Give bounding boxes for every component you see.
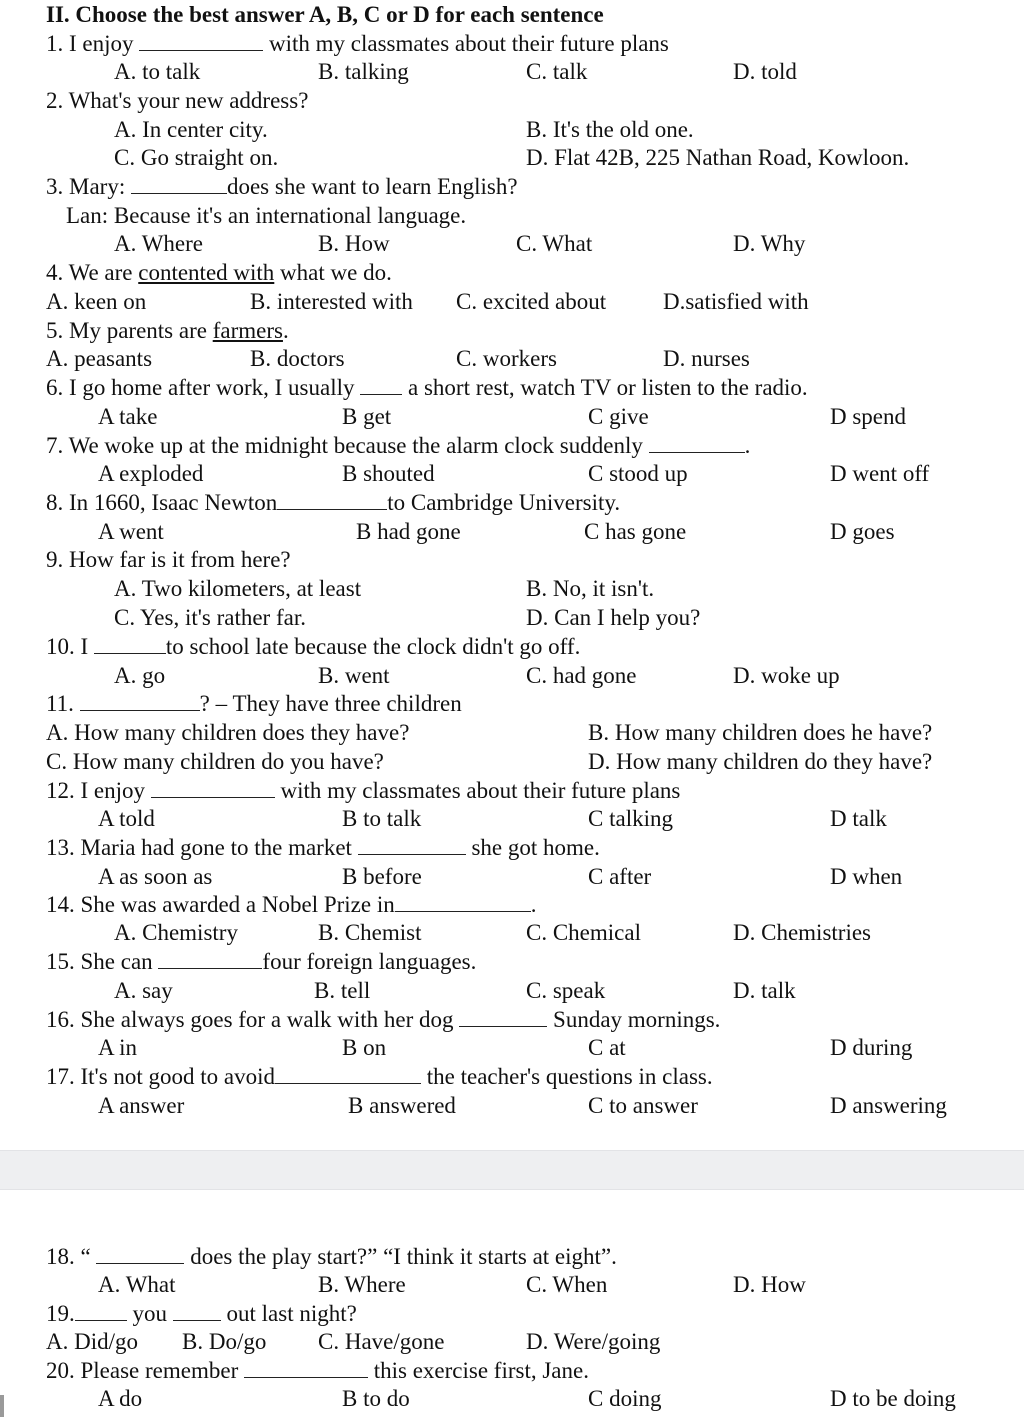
answer-blank [158, 950, 262, 969]
question-4-stem: 4. We are [46, 260, 133, 285]
question-3 [46, 173, 518, 201]
question-10 [46, 633, 580, 661]
q1-option-b: B. talking [318, 59, 409, 84]
answer-blank [395, 893, 531, 912]
q20-option-b: B to do [342, 1386, 410, 1411]
question-17-stem: 17. It's not good to avoid [46, 1064, 276, 1089]
answer-blank [75, 1302, 127, 1321]
underlined-phrase: farmers [212, 318, 283, 343]
question-11 [46, 690, 462, 718]
question-17-rest: the teacher's questions in class. [426, 1064, 713, 1089]
question-12-rest: with my classmates about their future plans [280, 778, 681, 803]
q4-option-a: A. keen on [46, 289, 147, 314]
q2-option-b: B. It's the old one. [526, 117, 694, 142]
q14-option-b: B. Chemist [318, 920, 422, 945]
q20-option-a: A do [98, 1386, 143, 1411]
q2-option-a: A. In center city. [114, 117, 268, 142]
q15-option-a: A. say [114, 978, 173, 1003]
answer-blank [139, 32, 263, 51]
question-3-reply: Lan: Because it's an international language. [66, 203, 467, 228]
q3-option-c: C. What [516, 231, 593, 256]
q10-option-c: C. had gone [526, 663, 637, 688]
q6-option-b: B get [342, 404, 392, 429]
q4-option-c: C. excited about [456, 289, 607, 314]
question-19-mid: you [132, 1301, 167, 1326]
question-8-rest: to Cambridge University. [387, 490, 621, 515]
question-12-stem: 12. I enjoy [46, 778, 146, 803]
question-7-stem: 7. We woke up at the midnight because the alarm clock suddenly [46, 433, 643, 458]
question-13-rest: she got home. [471, 835, 600, 860]
question-6-rest: a short rest, watch TV or listen to the radio. [408, 375, 808, 400]
q12-option-d: D talk [830, 806, 887, 831]
q18-option-b: B. Where [318, 1272, 406, 1297]
q11-option-b: B. How many children does he have? [588, 720, 933, 745]
q15-option-d: D. talk [733, 978, 796, 1003]
question-14-rest: . [530, 892, 537, 917]
question-20-rest: this exercise first, Jane. [373, 1358, 589, 1383]
q7-option-a: A exploded [98, 461, 204, 486]
question-5-rest: . [282, 318, 289, 343]
q17-option-a: A answer [98, 1093, 185, 1118]
q10-option-d: D. woke up [733, 663, 840, 688]
question-18-stem: 18. “ [46, 1244, 91, 1269]
q9-option-c: C. Yes, it's rather far. [114, 605, 306, 630]
q6-option-d: D spend [830, 404, 907, 429]
q14-option-c: C. Chemical [526, 920, 641, 945]
question-3-stem: 3. Mary: [46, 174, 126, 199]
q7-option-b: B shouted [342, 461, 435, 486]
q8-option-a: A went [98, 519, 164, 544]
q18-option-a: A. What [98, 1272, 176, 1297]
answer-blank [649, 434, 745, 453]
question-5 [46, 317, 289, 345]
q9-option-b: B. No, it isn't. [526, 576, 655, 601]
question-18 [46, 1243, 617, 1271]
q10-option-b: B. went [318, 663, 390, 688]
q19-option-c: C. Have/gone [318, 1329, 445, 1354]
q11-option-c: C. How many children do you have? [46, 749, 384, 774]
question-10-stem: 10. I [46, 634, 89, 659]
q13-option-c: C after [588, 864, 652, 889]
q17-option-b: B answered [348, 1093, 456, 1118]
q13-option-d: D when [830, 864, 903, 889]
question-14-stem: 14. She was awarded a Nobel Prize in [46, 892, 395, 917]
question-7 [46, 432, 750, 460]
q16-option-b: B on [342, 1035, 387, 1060]
question-19 [46, 1300, 357, 1328]
answer-blank [94, 635, 166, 654]
q16-option-d: D during [830, 1035, 913, 1060]
question-18-rest: does the play start?” “I think it starts at eight”. [190, 1244, 617, 1269]
underlined-phrase: contented with [138, 260, 275, 285]
question-2: 2. What's your new address? [46, 88, 309, 113]
q6-option-c: C give [588, 404, 649, 429]
question-11-rest: ? – They have three children [199, 691, 462, 716]
q12-option-a: A told [98, 806, 155, 831]
question-14 [46, 891, 536, 919]
q8-option-d: D goes [830, 519, 895, 544]
q4-option-d: D.satisfied with [663, 289, 809, 314]
question-16-stem: 16. She always goes for a walk with her dog [46, 1007, 454, 1032]
q14-option-a: A. Chemistry [114, 920, 238, 945]
q5-option-a: A. peasants [46, 346, 153, 371]
question-10-rest: to school late because the clock didn't go off. [165, 634, 581, 659]
answer-blank [358, 836, 466, 855]
question-8-stem: 8. In 1660, Isaac Newton [46, 490, 278, 515]
q12-option-b: B to talk [342, 806, 422, 831]
question-16 [46, 1006, 720, 1034]
answer-blank [244, 1359, 368, 1378]
q20-option-d: D to be doing [830, 1386, 956, 1411]
q5-option-d: D. nurses [663, 346, 750, 371]
page-gap [0, 1150, 1024, 1190]
question-1-rest: with my classmates about their future plans [269, 31, 669, 56]
q7-option-c: C stood up [588, 461, 688, 486]
q17-option-d: D answering [830, 1093, 947, 1118]
answer-blank [459, 1008, 547, 1027]
question-13 [46, 834, 600, 862]
q15-option-c: C. speak [526, 978, 606, 1003]
question-4 [46, 259, 392, 287]
q5-option-b: B. doctors [250, 346, 345, 371]
answer-blank [80, 692, 200, 711]
answer-blank [275, 1065, 421, 1084]
question-13-stem: 13. Maria had gone to the market [46, 835, 352, 860]
q7-option-d: D went off [830, 461, 930, 486]
q5-option-c: C. workers [456, 346, 557, 371]
q18-option-c: C. When [526, 1272, 608, 1297]
question-4-rest: what we do. [280, 260, 392, 285]
q2-option-d: D. Flat 42B, 225 Nathan Road, Kowloon. [526, 145, 910, 170]
question-1-stem: 1. I enjoy [46, 31, 134, 56]
question-9: 9. How far is it from here? [46, 547, 291, 572]
q6-option-a: A take [98, 404, 158, 429]
question-17 [46, 1063, 713, 1091]
q8-option-c: C has gone [584, 519, 687, 544]
q16-option-a: A in [98, 1035, 137, 1060]
q19-option-d: D. Were/going [526, 1329, 661, 1354]
q13-option-a: A as soon as [98, 864, 213, 889]
question-12 [46, 777, 680, 805]
question-11-stem: 11. [46, 691, 74, 716]
question-15-stem: 15. She can [46, 949, 153, 974]
q17-option-c: C to answer [588, 1093, 698, 1118]
question-6 [46, 374, 808, 402]
q9-option-a: A. Two kilometers, at least [114, 576, 362, 601]
q16-option-c: C at [588, 1035, 626, 1060]
question-15 [46, 948, 476, 976]
q1-option-c: C. talk [526, 59, 588, 84]
question-16-rest: Sunday mornings. [553, 1007, 721, 1032]
answer-blank [151, 779, 275, 798]
q10-option-a: A. go [114, 663, 166, 688]
q11-option-a: A. How many children does they have? [46, 720, 410, 745]
q8-option-b: B had gone [356, 519, 461, 544]
q3-option-d: D. Why [733, 231, 806, 256]
q4-option-b: B. interested with [250, 289, 413, 314]
answer-blank [96, 1245, 184, 1264]
question-7-rest: . [744, 433, 751, 458]
q11-option-d: D. How many children do they have? [588, 749, 933, 774]
question-8 [46, 489, 620, 517]
answer-blank [173, 1302, 221, 1321]
question-3-rest: does she want to learn English? [226, 174, 518, 199]
answer-blank [277, 491, 387, 510]
q19-option-b: B. Do/go [182, 1329, 267, 1354]
question-5-stem: 5. My parents are [46, 318, 207, 343]
answer-blank [131, 175, 227, 194]
question-19-stem: 19. [46, 1301, 75, 1326]
question-19-rest: out last night? [226, 1301, 357, 1326]
q2-option-c: C. Go straight on. [114, 145, 279, 170]
q1-option-d: D. told [733, 59, 797, 84]
q19-option-a: A. Did/go [46, 1329, 138, 1354]
question-20-stem: 20. Please remember [46, 1358, 239, 1383]
question-20 [46, 1357, 589, 1385]
q20-option-c: C doing [588, 1386, 662, 1411]
question-1 [46, 30, 669, 58]
q18-option-d: D. How [733, 1272, 806, 1297]
q9-option-d: D. Can I help you? [526, 605, 701, 630]
q13-option-b: B before [342, 864, 422, 889]
q1-option-a: A. to talk [114, 59, 201, 84]
scroll-edge-marker [0, 1395, 4, 1417]
q14-option-d: D. Chemistries [733, 920, 871, 945]
q3-option-a: A. Where [114, 231, 203, 256]
q12-option-c: C talking [588, 806, 673, 831]
q3-option-b: B. How [318, 231, 390, 256]
question-15-rest: four foreign languages. [262, 949, 477, 974]
section-title: II. Choose the best answer A, B, C or D for each sentence [46, 2, 604, 27]
question-6-stem: 6. I go home after work, I usually [46, 375, 355, 400]
answer-blank [360, 376, 402, 395]
q15-option-b: B. tell [314, 978, 371, 1003]
